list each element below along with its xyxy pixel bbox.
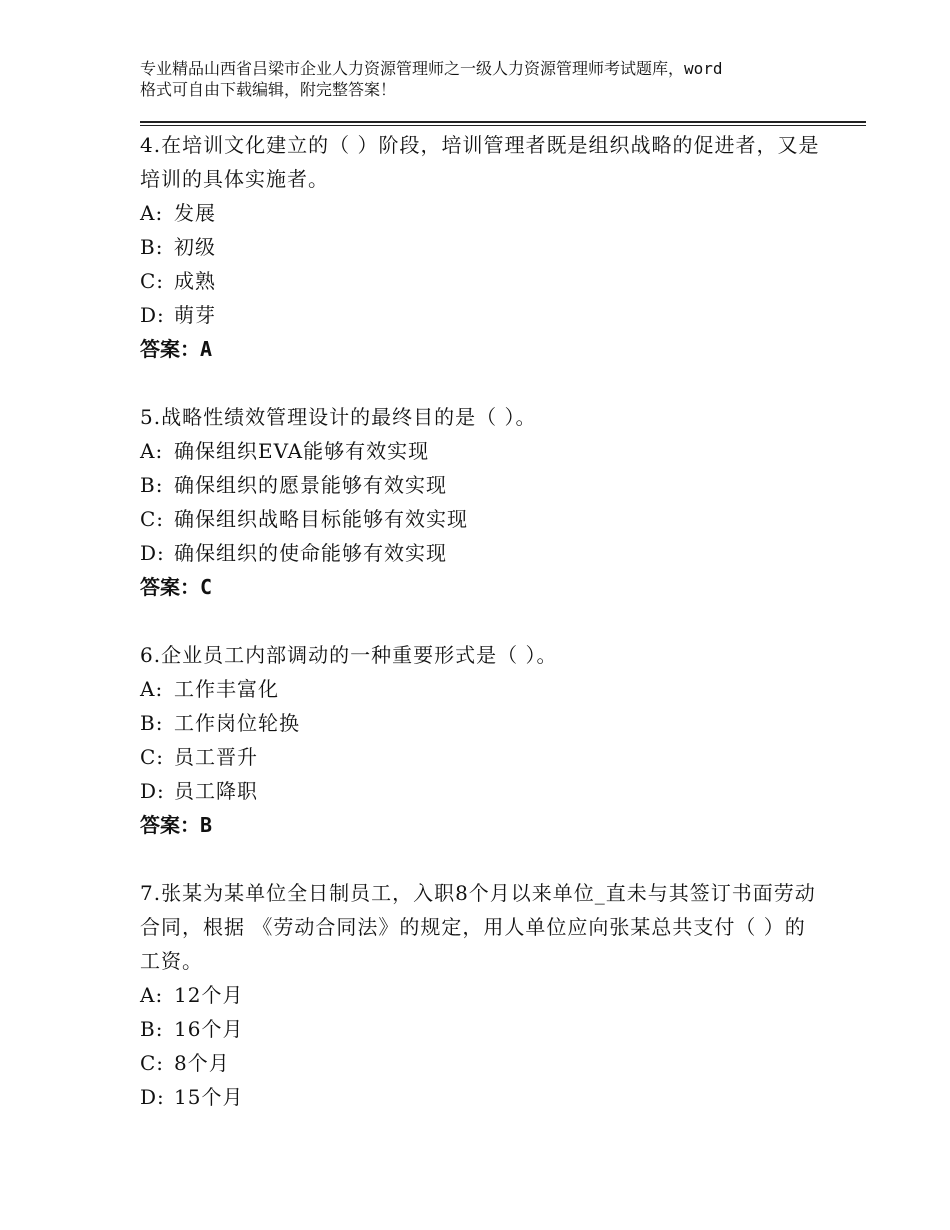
option-letter: C: [140, 745, 165, 769]
option-c [140, 502, 820, 536]
option-text: 确保组织的愿景能够有效实现 [174, 473, 447, 497]
option-text: 工作岗位轮换 [174, 711, 300, 735]
question-stem: 4.在培训文化建立的（ ）阶段，培训管理者既是组织战略的促进者，又是培训的具体实施者。 [140, 133, 820, 191]
option-letter: D: [140, 1085, 165, 1109]
question-4 [140, 128, 820, 366]
header-line-1: 专业精品山西省吕梁市企业人力资源管理师之一级人力资源管理师考试题库，word [140, 59, 723, 78]
header-divider-thick [140, 121, 866, 123]
option-text: 确保组织战略目标能够有效实现 [174, 507, 468, 531]
option-b [140, 706, 820, 740]
option-text: 初级 [174, 235, 216, 259]
option-c [140, 264, 820, 298]
answer-line: 答案：A [140, 337, 213, 361]
option-text: 员工降职 [174, 779, 258, 803]
option-d [140, 536, 820, 570]
option-letter: C: [140, 1051, 165, 1075]
option-a [140, 672, 820, 706]
option-text: 15个月 [174, 1085, 244, 1109]
question-stem: 5.战略性绩效管理设计的最终目的是（ ）。 [140, 405, 537, 429]
option-letter: A: [140, 983, 164, 1007]
option-letter: C: [140, 269, 165, 293]
option-text: 萌芽 [174, 303, 216, 327]
option-a [140, 196, 820, 230]
option-c [140, 1046, 820, 1080]
option-letter: D: [140, 541, 165, 565]
option-letter: B: [140, 235, 164, 259]
option-letter: B: [140, 1017, 164, 1041]
option-text: 12个月 [174, 983, 244, 1007]
question-stem: 7.张某为某单位全日制员工，入职8个月以来单位_直未与其签订书面劳动合同，根据 《劳动合同法》的规定，用人单位应向张某总共支付（ ）的工资。 [140, 881, 816, 973]
option-b [140, 1012, 820, 1046]
option-b [140, 468, 820, 502]
question-7 [140, 876, 820, 1114]
option-letter: B: [140, 473, 164, 497]
option-b [140, 230, 820, 264]
header-line-2: 格式可自由下载编辑，附完整答案！ [140, 80, 397, 99]
option-letter: A: [140, 677, 164, 701]
option-letter: D: [140, 303, 165, 327]
option-text: 确保组织EVA能够有效实现 [174, 439, 430, 463]
option-text: 成熟 [174, 269, 216, 293]
option-text: 工作丰富化 [174, 677, 279, 701]
question-6 [140, 638, 820, 842]
option-text: 8个月 [174, 1051, 230, 1075]
answer-line: 答案：B [140, 813, 213, 837]
question-5 [140, 400, 820, 604]
option-letter: D: [140, 779, 165, 803]
option-d [140, 774, 820, 808]
option-d [140, 298, 820, 332]
question-stem: 6.企业员工内部调动的一种重要形式是（ ）。 [140, 643, 558, 667]
question-list [140, 128, 820, 1148]
option-letter: A: [140, 201, 164, 225]
option-letter: C: [140, 507, 165, 531]
option-c [140, 740, 820, 774]
option-text: 确保组织的使命能够有效实现 [174, 541, 447, 565]
header-divider-thin [140, 125, 866, 126]
document-header [140, 58, 840, 100]
option-letter: A: [140, 439, 164, 463]
answer-line: 答案：C [140, 575, 213, 599]
option-letter: B: [140, 711, 164, 735]
option-d [140, 1080, 820, 1114]
option-text: 16个月 [174, 1017, 244, 1041]
option-text: 员工晋升 [174, 745, 258, 769]
option-a [140, 434, 820, 468]
option-text: 发展 [174, 201, 216, 225]
option-a [140, 978, 820, 1012]
